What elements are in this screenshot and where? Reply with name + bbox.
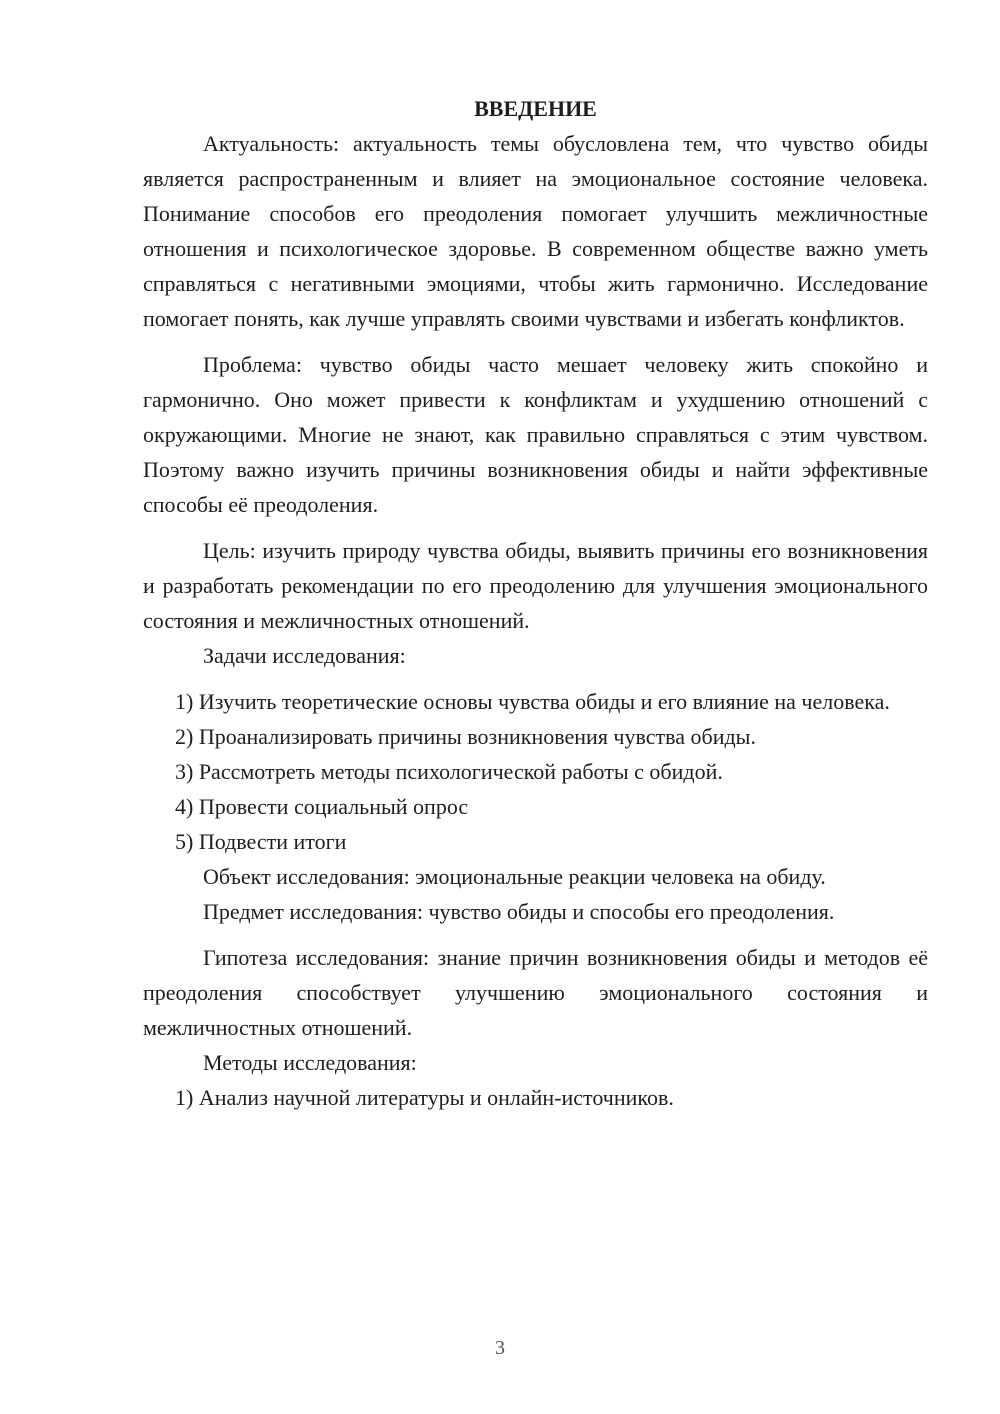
task-item-2: 2) Проанализировать причины возникновения чувства обиды. [175, 724, 756, 749]
relevance-paragraph: Актуальность: актуальность темы обусловлена тем, что чувство обиды является распространенным и влияет на эмоциональное состояние человека. Понимание способов его преодоления помогает улучшить межличностные отношения и психологическое здоровье. В современном обществе важно уметь справляться с негативными эмоциями, чтобы жить гармонично. Исследование помогает понять, как лучше управлять своими чувствами и избегать конфликтов. [143, 131, 928, 331]
task-item-3: 3) Рассмотреть методы психологической работы с обидой. [175, 759, 723, 784]
document-page [143, 92, 928, 1115]
methods-heading: Методы исследования: [203, 1050, 417, 1075]
object-paragraph: Объект исследования: эмоциональные реакции человека на обиду. [203, 864, 826, 889]
goal-paragraph: Цель: изучить природу чувства обиды, выявить причины его возникновения и разработать рекомендации по его преодолению для улучшения эмоционального состояния и межличностных отношений. [143, 538, 928, 633]
method-item-1: 1) Анализ научной литературы и онлайн-источников. [175, 1085, 674, 1110]
page-number: 3 [495, 1337, 505, 1359]
task-item-4: 4) Провести социальный опрос [175, 794, 469, 819]
page-title: ВВЕДЕНИЕ [474, 96, 597, 121]
problem-paragraph: Проблема: чувство обиды часто мешает человеку жить спокойно и гармонично. Оно может привести к конфликтам и ухудшению отношений с окружающими. Многие не знают, как правильно справляться с этим чувством. Поэтому важно изучить причины возникновения обиды и найти эффективные способы её преодоления. [143, 352, 928, 517]
task-item-1: 1) Изучить теоретические основы чувства обиды и его влияние на человека. [175, 689, 890, 714]
subject-paragraph: Предмет исследования: чувство обиды и способы его преодоления. [203, 899, 835, 924]
task-item-5: 5) Подвести итоги [175, 829, 347, 854]
tasks-heading: Задачи исследования: [203, 643, 406, 668]
hypothesis-paragraph: Гипотеза исследования: знание причин возникновения обиды и методов её преодоления способствует улучшению эмоционального состояния и межличностных отношений. [143, 945, 928, 1040]
